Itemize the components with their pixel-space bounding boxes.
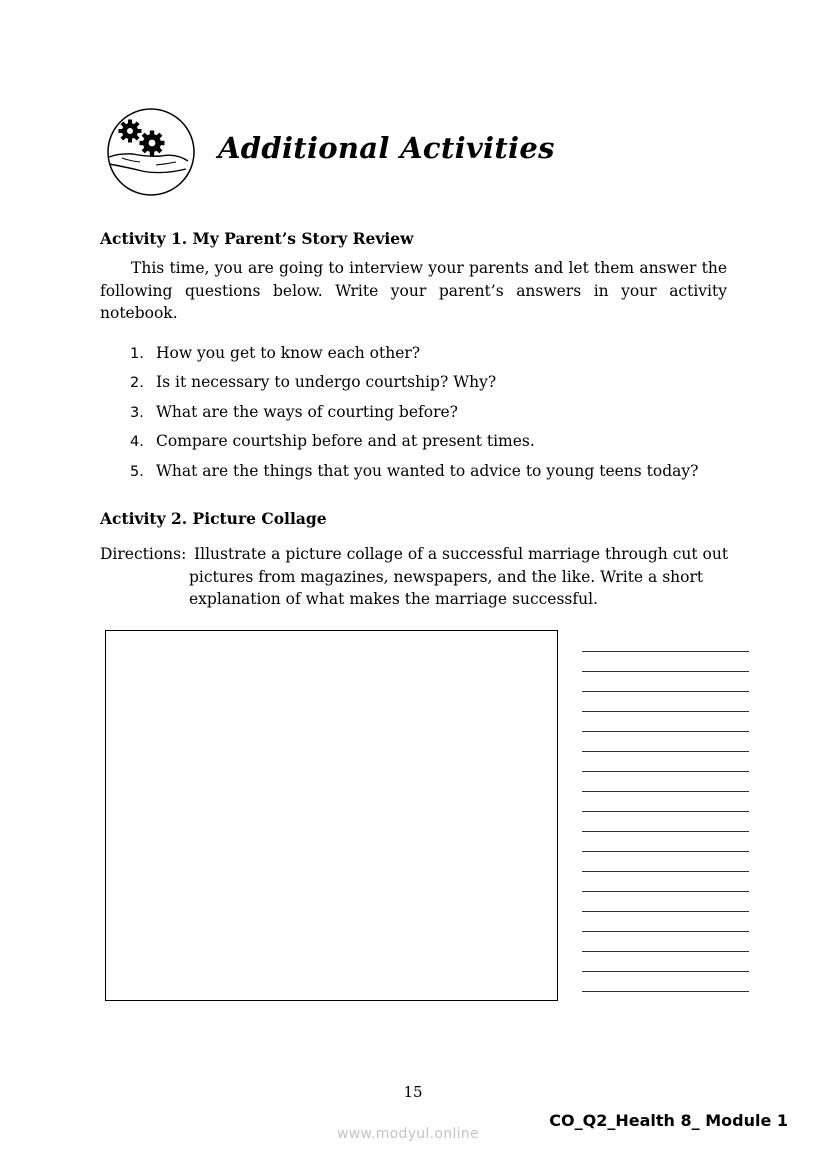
question-text: Compare courtship before and at present times. (156, 432, 535, 451)
answer-line[interactable] (582, 832, 749, 852)
answer-line[interactable] (582, 732, 749, 752)
answer-line[interactable] (582, 812, 749, 832)
module-code: CO_Q2_Health 8_ Module 1 (549, 1111, 788, 1130)
directions-label: Directions: (100, 545, 187, 563)
question-number: 4. (130, 434, 144, 451)
gears-in-hand-icon (106, 107, 196, 197)
watermark: www.modyul.online (337, 1126, 479, 1142)
answer-line[interactable] (582, 952, 749, 972)
directions-text (189, 543, 730, 611)
answer-line[interactable] (582, 972, 749, 992)
question-number: 2. (130, 375, 144, 392)
question-number: 1. (130, 346, 144, 362)
collage-box[interactable] (105, 630, 558, 1001)
list-item (130, 400, 698, 429)
question-list (130, 341, 698, 488)
list-item (130, 370, 698, 399)
question-text: Is it necessary to undergo courtship? Why? (156, 373, 497, 392)
answer-line[interactable] (582, 652, 749, 672)
answer-line[interactable] (582, 712, 749, 732)
question-number: 5. (130, 463, 144, 480)
list-item (130, 429, 698, 458)
answer-line[interactable] (582, 672, 749, 692)
answer-line[interactable] (582, 872, 749, 892)
answer-line[interactable] (582, 752, 749, 772)
answer-lines[interactable] (582, 632, 749, 992)
section-title: Additional Activities (218, 131, 555, 165)
answer-line[interactable] (582, 912, 749, 932)
answer-line[interactable] (582, 772, 749, 792)
answer-line[interactable] (582, 932, 749, 952)
answer-line[interactable] (582, 692, 749, 712)
list-item (130, 341, 698, 370)
list-item (130, 459, 698, 488)
answer-line[interactable] (582, 632, 749, 652)
activity-1-intro: This time, you are going to interview your parents and let them answer the following questions below. Write your parent’s answers in your activity notebook. (100, 259, 727, 322)
question-text: What are the ways of courting before? (156, 402, 458, 421)
activity-1-heading: Activity 1. My Parent’s Story Review (100, 229, 414, 248)
activity-2-heading: Activity 2. Picture Collage (100, 509, 327, 528)
answer-line[interactable] (582, 892, 749, 912)
question-text: What are the things that you wanted to advice to young teens today? (156, 461, 699, 480)
answer-line[interactable] (582, 852, 749, 872)
question-number: 3. (130, 404, 144, 421)
page-number: 15 (403, 1083, 423, 1101)
directions-body: Illustrate a picture collage of a successful marriage through cut out pictures from magazines, newspapers, and the like. Write a short explanation of what makes the marriage successful. (189, 545, 729, 608)
answer-line[interactable] (582, 792, 749, 812)
question-text: How you get to know each other? (156, 344, 421, 362)
directions (100, 543, 730, 611)
